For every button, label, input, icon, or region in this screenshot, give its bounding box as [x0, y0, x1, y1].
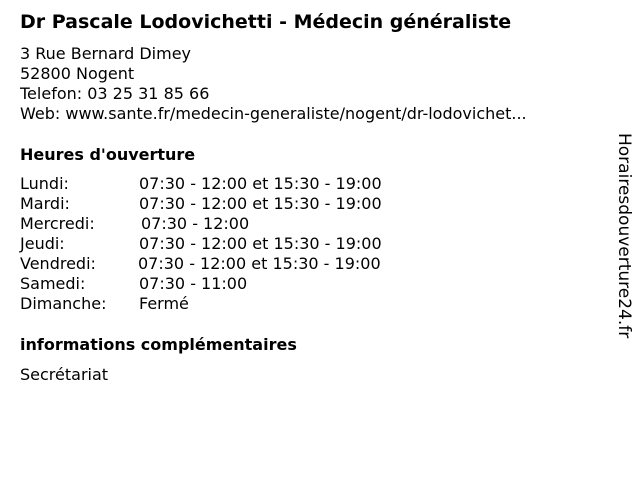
- watermark-text: Horairesdouverture24.fr: [614, 133, 634, 339]
- day-label: Mardi:: [20, 194, 70, 213]
- day-label: Vendredi:: [20, 254, 96, 273]
- day-label: Dimanche:: [20, 294, 107, 313]
- phone-number: Telefon: 03 25 31 85 66: [20, 84, 210, 103]
- time-range: 07:30 - 11:00: [139, 274, 248, 293]
- day-label: Lundi:: [20, 174, 69, 193]
- time-range: 07:30 - 12:00 et 15:30 - 19:00: [139, 174, 382, 193]
- time-range: 07:30 - 12:00: [141, 214, 250, 233]
- additional-info-text: Secrétariat: [20, 365, 109, 384]
- website-link[interactable]: Web: www.sante.fr/medecin-generaliste/nogent/dr-lodovichet...: [20, 104, 527, 123]
- time-range: 07:30 - 12:00 et 15:30 - 19:00: [139, 194, 382, 213]
- day-label: Jeudi:: [20, 234, 65, 253]
- time-range: 07:30 - 12:00 et 15:30 - 19:00: [138, 254, 381, 273]
- day-label: Samedi:: [20, 274, 86, 293]
- opening-hours-heading: Heures d'ouverture: [20, 145, 196, 164]
- address-block: [20, 44, 527, 124]
- additional-info-heading: informations complémentaires: [20, 335, 297, 354]
- street-address: 3 Rue Bernard Dimey: [20, 44, 191, 63]
- site-watermark: [612, 133, 636, 369]
- city-postal-code: 52800 Nogent: [20, 64, 135, 83]
- time-range: Fermé: [139, 294, 189, 313]
- day-label: Mercredi:: [20, 214, 95, 233]
- page-title: Dr Pascale Lodovichetti - Médecin généraliste: [20, 11, 512, 33]
- time-range: 07:30 - 12:00 et 15:30 - 19:00: [139, 234, 382, 253]
